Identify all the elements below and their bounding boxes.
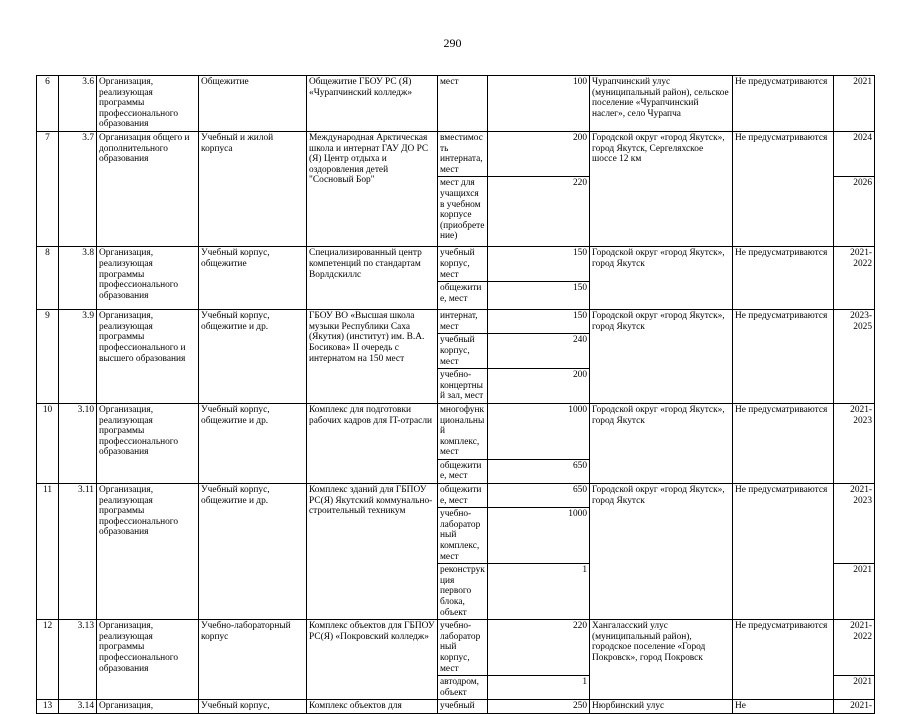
restricted-zone-cell: Не предусматриваются xyxy=(733,484,834,620)
row-code-cell: 3.14 xyxy=(59,700,97,714)
capacity-unit-cell: многофункциональный комплекс, мест xyxy=(438,403,488,459)
implementation-year-cell: 2021- xyxy=(834,700,875,714)
building-type-cell: Учебный и жилой корпуса xyxy=(199,132,307,247)
location-cell: Городской округ «город Якутск», город Якутск, Сергеляхское шоссе 12 км xyxy=(590,132,733,247)
row-code-cell: 3.6 xyxy=(59,76,97,132)
row-number-cell: 7 xyxy=(37,132,59,247)
table-row xyxy=(37,484,875,508)
organization-type-cell: Организация общего и дополнительного образования xyxy=(97,132,199,247)
implementation-year-cell: 2021 xyxy=(834,676,875,700)
implementation-year-cell: 2021-2023 xyxy=(834,484,875,564)
row-number-cell: 11 xyxy=(37,484,59,620)
object-name-cell: Комплекс зданий для ГБПОУ РС(Я) Якутский коммунально-строительный техникум xyxy=(307,484,438,620)
restricted-zone-cell: Не предусматриваются xyxy=(733,620,834,700)
capacity-unit-cell: учебный xyxy=(438,700,488,714)
organization-type-cell: Организация, реализующая программы профессионального образования xyxy=(97,403,199,483)
building-type-cell: Общежитие xyxy=(199,76,307,132)
capacity-unit-cell: учебно-концертный зал, мест xyxy=(438,369,488,404)
building-type-cell: Учебный корпус, общежитие и др. xyxy=(199,403,307,483)
row-code-cell: 3.11 xyxy=(59,484,97,620)
object-name-cell: Специализированный центр компетенций по стандартам Ворлдскиллс xyxy=(307,247,438,310)
capacity-value-cell: 1 xyxy=(488,676,590,700)
row-number-cell: 13 xyxy=(37,700,59,714)
implementation-year-cell: 2021-2022 xyxy=(834,620,875,676)
row-code-cell: 3.9 xyxy=(59,310,97,404)
object-name-cell: Комплекс для подготовки рабочих кадров для IT-отрасли xyxy=(307,403,438,483)
capacity-value-cell: 200 xyxy=(488,369,590,404)
capacity-unit-cell: мест для учащихся в учебном корпусе (приобретение) xyxy=(438,177,488,247)
organization-type-cell: Организация, реализующая программы профессионального образования xyxy=(97,76,199,132)
capacity-value-cell: 240 xyxy=(488,334,590,369)
row-number-cell: 9 xyxy=(37,310,59,404)
implementation-year-cell: 2021-2023 xyxy=(834,403,875,483)
row-number-cell: 12 xyxy=(37,620,59,700)
capacity-value-cell: 220 xyxy=(488,620,590,676)
capacity-unit-cell: учебно-лабораторный корпус, мест xyxy=(438,620,488,676)
row-code-cell: 3.8 xyxy=(59,247,97,310)
planned-objects-table xyxy=(36,75,875,714)
page-number: 290 xyxy=(443,36,462,50)
row-code-cell: 3.13 xyxy=(59,620,97,700)
organization-type-cell: Организация, реализующая программы профессионального образования xyxy=(97,484,199,620)
capacity-value-cell: 220 xyxy=(488,177,590,247)
location-cell: Хангаласский улус (муниципальный район), городское поселение «Город Покровск», город Покровск xyxy=(590,620,733,700)
capacity-value-cell: 650 xyxy=(488,484,590,508)
location-cell: Нюрбинский улус xyxy=(590,700,733,714)
location-cell: Городской округ «город Якутск», город Якутск xyxy=(590,484,733,620)
capacity-unit-cell: общежитие, мест xyxy=(438,459,488,483)
building-type-cell: Учебно-лабораторный корпус xyxy=(199,620,307,700)
capacity-unit-cell: учебный корпус, мест xyxy=(438,334,488,369)
location-cell: Городской округ «город Якутск», город Якутск xyxy=(590,247,733,310)
location-cell: Городской округ «город Якутск», город Якутск xyxy=(590,310,733,404)
restricted-zone-cell: Не предусматриваются xyxy=(733,403,834,483)
restricted-zone-cell: Не предусматриваются xyxy=(733,310,834,404)
location-cell: Чурапчинский улус (муниципальный район), сельское поселение «Чурапчинский наслег», село Чурапча xyxy=(590,76,733,132)
capacity-unit-cell: общежитие, мест xyxy=(438,282,488,310)
capacity-unit-cell: общежитие, мест xyxy=(438,484,488,508)
capacity-unit-cell: реконструкция первого блока, объект xyxy=(438,564,488,620)
implementation-year-cell: 2023-2025 xyxy=(834,310,875,404)
capacity-unit-cell: автодром, объект xyxy=(438,676,488,700)
object-name-cell: Комплекс объектов для ГБПОУ РС(Я) «Покровский колледж» xyxy=(307,620,438,700)
capacity-value-cell: 1000 xyxy=(488,403,590,459)
building-type-cell: Учебный корпус, общежитие xyxy=(199,247,307,310)
capacity-value-cell: 200 xyxy=(488,132,590,177)
building-type-cell: Учебный корпус, общежитие и др. xyxy=(199,310,307,404)
capacity-value-cell: 1 xyxy=(488,564,590,620)
organization-type-cell: Организация, xyxy=(97,700,199,714)
implementation-year-cell: 2021 xyxy=(834,564,875,620)
row-number-cell: 6 xyxy=(37,76,59,132)
implementation-year-cell: 2021 xyxy=(834,76,875,132)
building-type-cell: Учебный корпус, общежитие и др. xyxy=(199,484,307,620)
implementation-year-cell: 2026 xyxy=(834,177,875,247)
capacity-unit-cell: мест xyxy=(438,76,488,132)
organization-type-cell: Организация, реализующая программы профессионального и высшего образования xyxy=(97,310,199,404)
restricted-zone-cell: Не предусматриваются xyxy=(733,132,834,247)
table-row xyxy=(37,403,875,459)
object-name-cell: ГБОУ ВО «Высшая школа музыки Республики Саха (Якутия) (институт) им. В.А. Босикова» II очередь с интернатом на 150 мест xyxy=(307,310,438,404)
object-name-cell: Комплекс объектов для xyxy=(307,700,438,714)
table-row xyxy=(37,620,875,676)
restricted-zone-cell: Не предусматриваются xyxy=(733,76,834,132)
restricted-zone-cell: Не предусматриваются xyxy=(733,247,834,310)
restricted-zone-cell: Не xyxy=(733,700,834,714)
object-name-cell: Общежитие ГБОУ РС (Я) «Чурапчинский колледж» xyxy=(307,76,438,132)
capacity-value-cell: 1000 xyxy=(488,508,590,564)
implementation-year-cell: 2024 xyxy=(834,132,875,177)
row-number-cell: 8 xyxy=(37,247,59,310)
capacity-value-cell: 250 xyxy=(488,700,590,714)
implementation-year-cell: 2021-2022 xyxy=(834,247,875,310)
capacity-value-cell: 100 xyxy=(488,76,590,132)
row-number-cell: 10 xyxy=(37,403,59,483)
location-cell: Городской округ «город Якутск», город Якутск xyxy=(590,403,733,483)
capacity-unit-cell: учебно-лабораторный комплекс, мест xyxy=(438,508,488,564)
capacity-unit-cell: интернат, мест xyxy=(438,310,488,334)
organization-type-cell: Организация, реализующая программы профессионального образования xyxy=(97,620,199,700)
capacity-value-cell: 150 xyxy=(488,282,590,310)
building-type-cell: Учебный корпус, xyxy=(199,700,307,714)
table-row xyxy=(37,76,875,132)
table-row xyxy=(37,247,875,282)
organization-type-cell: Организация, реализующая программы профессионального образования xyxy=(97,247,199,310)
table-body xyxy=(37,76,875,714)
capacity-value-cell: 650 xyxy=(488,459,590,483)
row-code-cell: 3.7 xyxy=(59,132,97,247)
capacity-unit-cell: учебный корпус, мест xyxy=(438,247,488,282)
table-row xyxy=(37,310,875,334)
capacity-value-cell: 150 xyxy=(488,310,590,334)
capacity-unit-cell: вместимость интерната, мест xyxy=(438,132,488,177)
object-name-cell: Международная Арктическая школа и интернат ГАУ ДО РС (Я) Центр отдыха и оздоровления детей "Сосновый Бор" xyxy=(307,132,438,247)
table-row xyxy=(37,132,875,177)
capacity-value-cell: 150 xyxy=(488,247,590,282)
row-code-cell: 3.10 xyxy=(59,403,97,483)
table-row xyxy=(37,700,875,714)
